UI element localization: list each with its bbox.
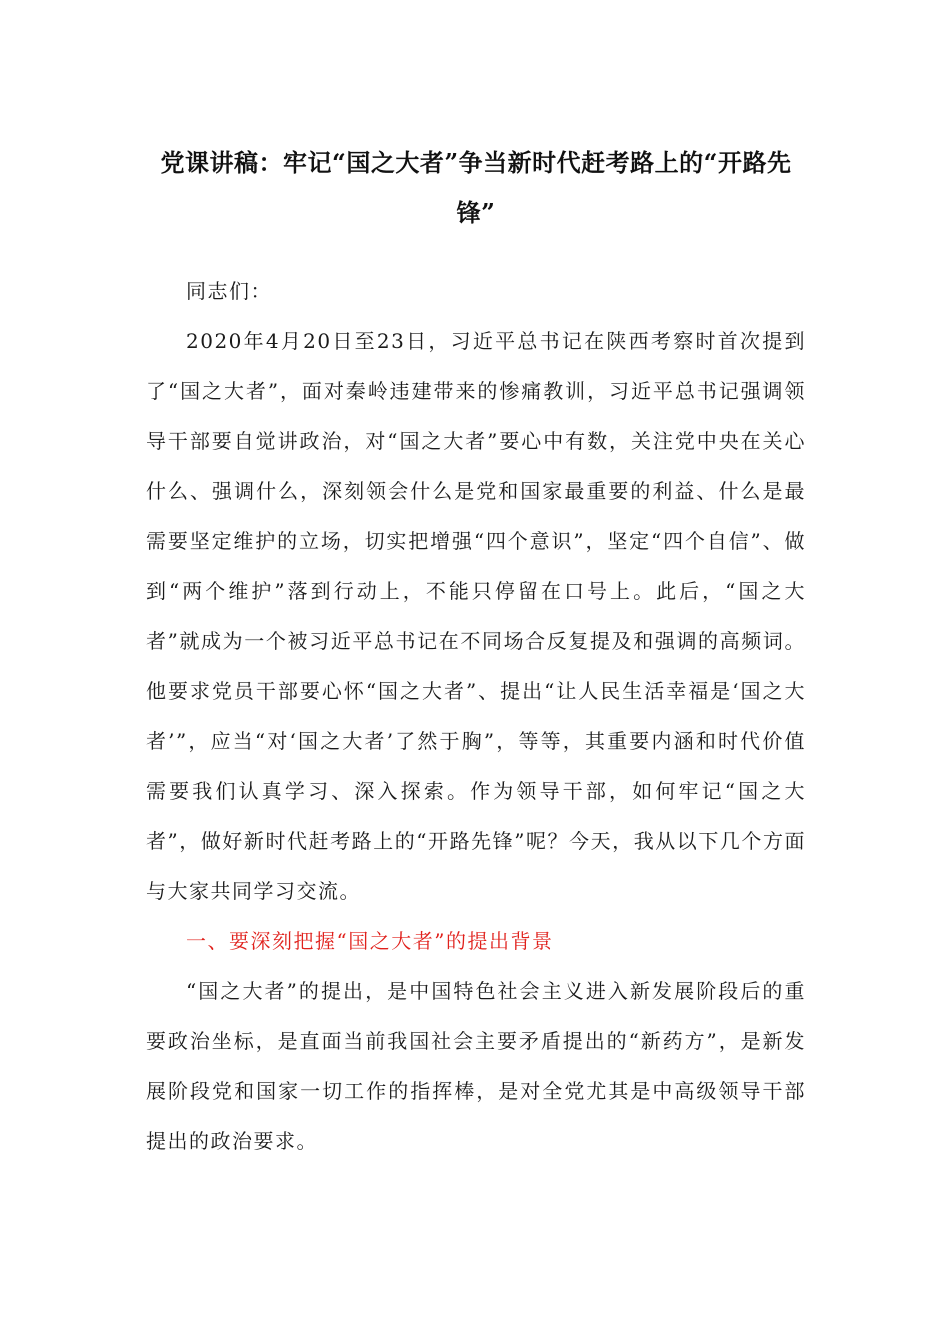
section-heading: 一、要深刻把握“国之大者”的提出背景 [186, 929, 554, 953]
salutation: 同志们： [186, 279, 272, 303]
paragraph-intro: 2020年4月20日至23日，习近平总书记在陕西考察时首次提到了“国之大者”，面对秦岭违建带来的惨痛教训，习近平总书记强调领导干部要自觉讲政治，对“国之大者”要心中有数，关注党中央在关心什么、强调什么，深刻领会什么是党和国家最重要的利益、什么是最需要坚定维护的立场，切实把增强“四个意识”，坚定“四个自信”、做到“两个维护”落到行动上，不能只停留在口号上。此后，“国之大者”就成为一个被习近平总书记在不同场合反复提及和强调的高频词。他要求党员干部要心怀“国之大者”、提出“让人民生活幸福是‘国之大者’”，应当“对‘国之大者’了然于胸”，等等，其重要内涵和时代价值需要我们认真学习、深入探索。作为领导干部，如何牢记“国之大者”，做好新时代赶考路上的“开路先锋”呢？今天，我从以下几个方面与大家共同学习交流。 [146, 329, 806, 903]
document-page [146, 138, 806, 1166]
document-title: 党课讲稿：牢记“国之大者”争当新时代赶考路上的“开路先锋” [160, 148, 792, 227]
paragraph-background: “国之大者”的提出，是中国特色社会主义进入新发展阶段后的重要政治坐标，是直面当前我国社会主要矛盾提出的“新药方”，是新发展阶段党和国家一切工作的指挥棒，是对全党尤其是中高级领导干部提出的政治要求。 [146, 979, 806, 1153]
document-body [146, 266, 806, 1166]
